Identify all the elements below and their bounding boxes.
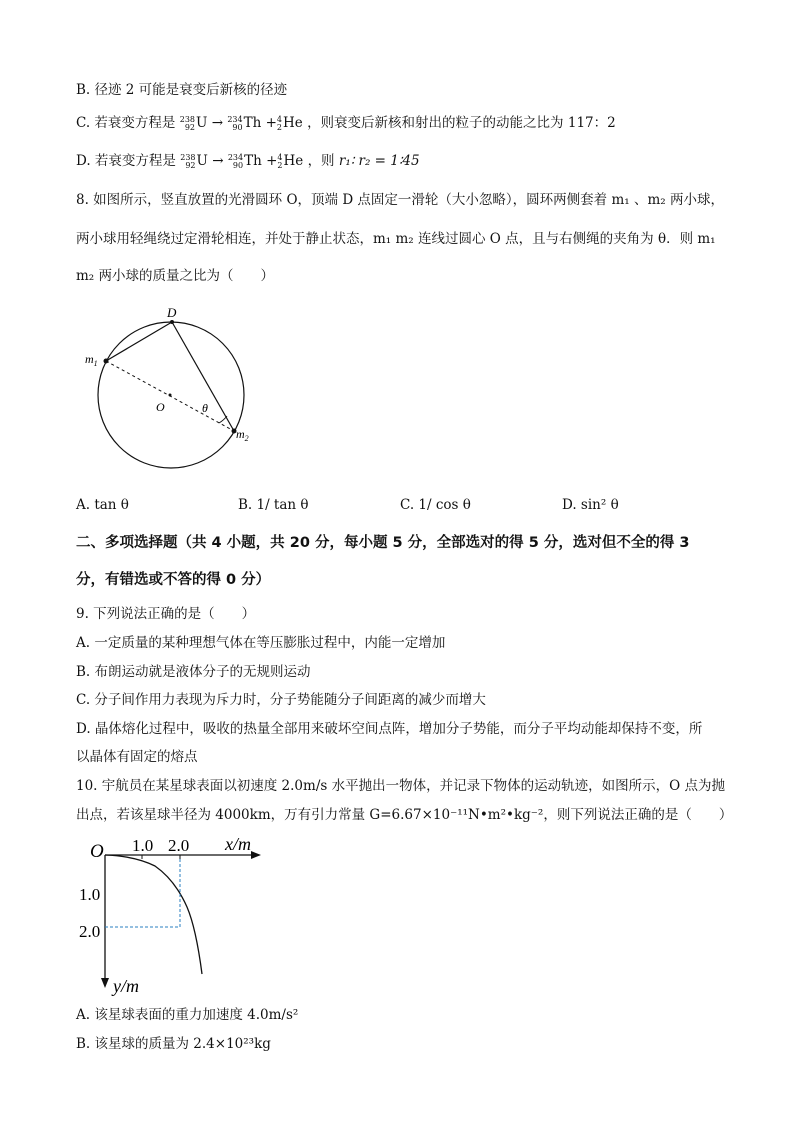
x-axis-label: x/m: [225, 834, 251, 854]
q7-option-d-prefix: D. 若衰变方程是: [76, 153, 176, 169]
x-axis-arrow: [251, 851, 261, 859]
q9-option-d-line2: 以晶体有固定的熔点: [76, 749, 198, 765]
q8-option-c: C. 1/ cos θ: [400, 497, 471, 513]
rope-left: [106, 322, 172, 361]
label-m1: $m_1$: [85, 352, 98, 368]
y-tick-label-2: 2.0: [79, 922, 101, 941]
trajectory-curve: [105, 855, 202, 974]
ball-m1: [104, 359, 109, 364]
q10-stem-line2: 出点，若该星球半径为 4000km，万有引力常量 G=6.67×10⁻¹¹N•m²•kg⁻²，则下列说法正确的是（ ）: [76, 807, 733, 823]
y-axis-arrow: [101, 978, 109, 988]
q10-option-b: B. 该星球的质量为 2.4×10²³kg: [76, 1036, 271, 1052]
label-o: O: [156, 400, 165, 414]
q8-stem-line1: 8. 如图所示，竖直放置的光滑圆环 O，顶端 D 点固定一滑轮（大小忽略），圆环两侧套着 m₁ 、m₂ 两小球，: [76, 192, 724, 208]
center-o: [169, 394, 172, 397]
theta-arc: [219, 416, 227, 423]
q9-stem: 9. 下列说法正确的是（ ）: [76, 606, 256, 622]
y-axis-label: y/m: [113, 976, 139, 996]
q8-stem-line3: m₂ 两小球的质量之比为（ ）: [76, 268, 275, 284]
q7-option-d: [76, 151, 420, 171]
q10-option-a: A. 该星球表面的重力加速度 4.0m/s²: [76, 1007, 299, 1023]
q7-option-d-ratio: r₁∶ r₂ = 1∶45: [338, 153, 420, 169]
label-theta: θ: [202, 401, 208, 415]
q10-stem-line1: 10. 宇航员在某星球表面以初速度 2.0m/s 水平抛出一物体，并记录下物体的运动轨迹，如图所示，O 点为抛: [76, 778, 725, 794]
x-tick-label-2: 2.0: [168, 836, 190, 855]
section2-heading-line1: 二、多项选择题（共 4 小题，共 20 分，每小题 5 分，全部选对的得 5 分，选对但不全的得 3: [76, 535, 690, 551]
arrow-icon: →: [212, 153, 224, 169]
decay-equation-d: 238 92 U → 234 90 Th + 4 2 He: [180, 152, 304, 170]
q9-option-b: B. 布朗运动就是液体分子的无规则运动: [76, 664, 311, 680]
q7-option-b: B. 径迹 2 可能是衰变后新核的径迹: [76, 82, 288, 98]
x-tick-label-1: 1.0: [132, 836, 154, 855]
q9-option-c: C. 分子间作用力表现为斥力时，分子势能随分子间距离的减少而增大: [76, 692, 486, 708]
label-m2: $m_2$: [236, 427, 249, 443]
origin-label: O: [90, 841, 104, 862]
q8-stem-line2: 两小球用轻绳绕过定滑轮相连，并处于静止状态，m₁ m₂ 连线过圆心 O 点，且与右侧绳的夹角为 θ．则 m₁: [76, 231, 716, 247]
label-d: D: [167, 305, 177, 320]
q8-option-d: D. sin² θ: [562, 497, 619, 513]
q9-option-d-line1: D. 晶体熔化过程中，吸收的热量全部用来破坏空间点阵，增加分子势能，而分子平均动能却保持不变，所: [76, 721, 703, 737]
q9-option-a: A. 一定质量的某种理想气体在等压膨胀过程中，内能一定增加: [76, 635, 446, 651]
decay-equation-c: 238 92 U → 234 90 Th + 4 2 He: [179, 114, 303, 132]
q7-option-c-suffix: ，则衰变后新核和射出的粒子的动能之比为 117：2: [307, 115, 616, 131]
q7-option-d-suffix: ，则: [307, 153, 335, 169]
pulley-d: [170, 320, 174, 324]
arrow-icon: →: [211, 115, 224, 131]
section2-heading-line2: 分，有错选或不答的得 0 分）: [76, 572, 271, 588]
q8-circle-figure: [70, 300, 260, 480]
q8-option-a: A. tan θ: [76, 497, 129, 513]
q10-trajectory-figure: [75, 832, 275, 1002]
q7-option-c: [76, 113, 616, 133]
y-tick-label-1: 1.0: [79, 885, 101, 904]
q7-option-c-prefix: C. 若衰变方程是: [76, 115, 176, 131]
q8-option-b: B. 1/ tan θ: [238, 497, 309, 513]
